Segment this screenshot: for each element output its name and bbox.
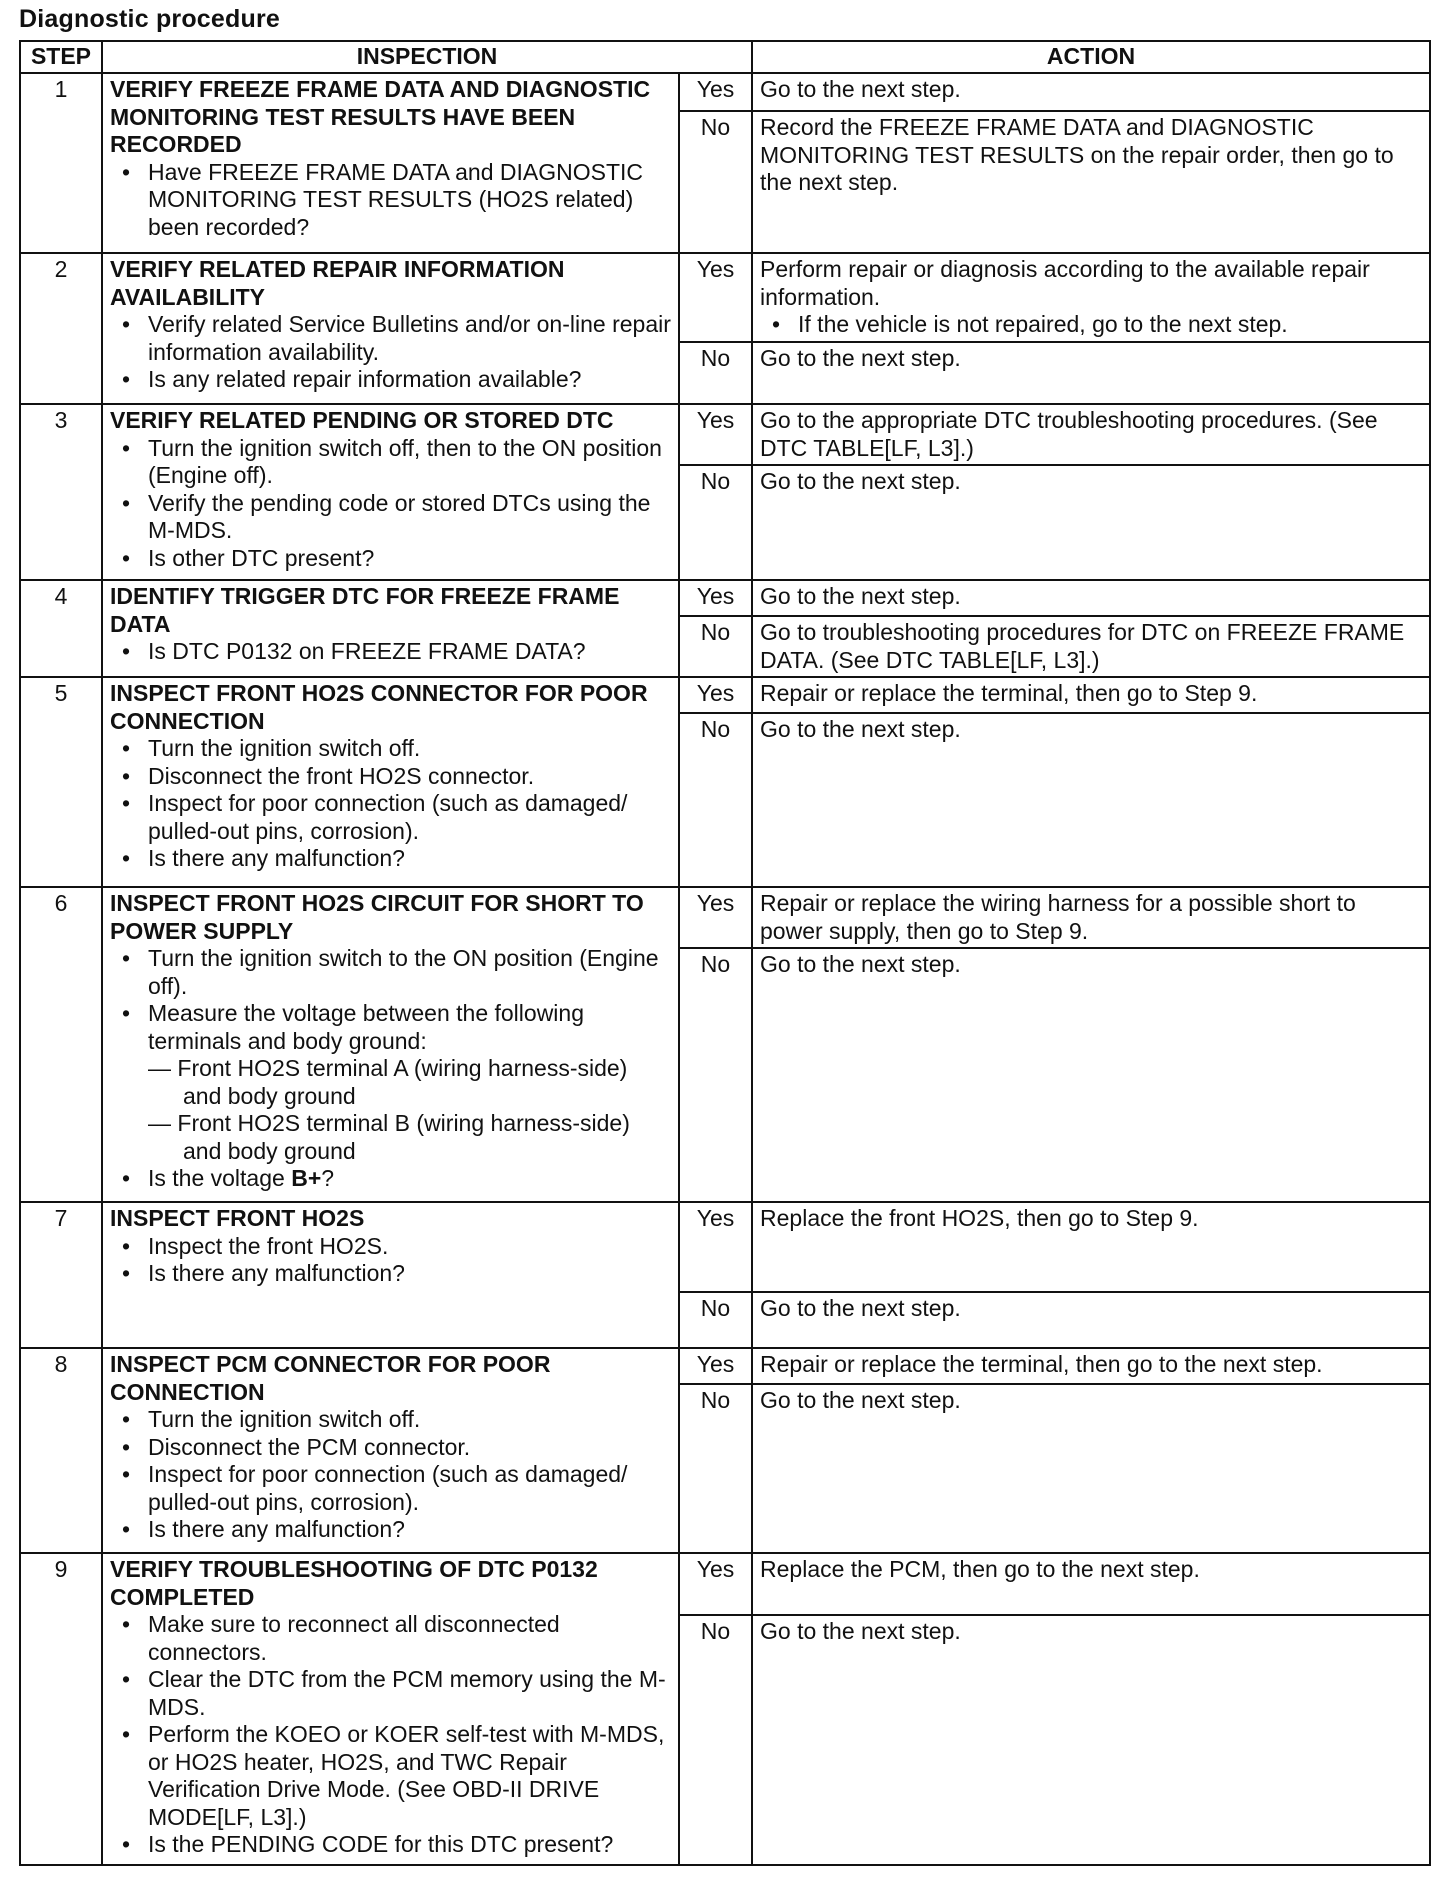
step-heading: INSPECT FRONT HO2S CONNECTOR FOR POOR CONNECTION: [110, 680, 648, 734]
step-number: 9: [20, 1553, 102, 1865]
yes-action-bullet: • If the vehicle is not repaired, go to the next step.: [760, 311, 1422, 339]
yes-label: Yes: [679, 404, 752, 465]
inspection-bullet: • Make sure to reconnect all disconnected connectors.: [110, 1611, 671, 1666]
step-heading: VERIFY RELATED REPAIR INFORMATION AVAILABILITY: [110, 256, 565, 310]
inspection-bullet: • Turn the ignition switch off.: [110, 735, 671, 763]
yes-label: Yes: [679, 887, 752, 948]
no-action: Go to the next step.: [752, 1384, 1430, 1553]
step-number: 5: [20, 677, 102, 887]
yes-label: Yes: [679, 677, 752, 713]
step-inspection: [102, 1348, 679, 1553]
yes-label: Yes: [679, 580, 752, 616]
step-number: 7: [20, 1202, 102, 1348]
no-action: Go to the next step.: [752, 948, 1430, 1202]
yes-label: Yes: [679, 1553, 752, 1615]
step-heading: IDENTIFY TRIGGER DTC FOR FREEZE FRAME DATA: [110, 583, 620, 637]
diagnostic-table: [19, 40, 1431, 1866]
no-action: Go to the next step.: [752, 465, 1430, 580]
inspection-bullet: • Verify related Service Bulletins and/or on-line repair information availability.: [110, 311, 671, 366]
inspection-bullet: • Is DTC P0132 on FREEZE FRAME DATA?: [110, 638, 671, 666]
yes-label: Yes: [679, 253, 752, 342]
inspection-sub-item: — Front HO2S terminal B (wiring harness-side) and body ground: [148, 1110, 630, 1164]
no-action: Go to troubleshooting procedures for DTC on FREEZE FRAME DATA. (See DTC TABLE[LF, L3].): [752, 616, 1430, 677]
yes-action: Repair or replace the terminal, then go to the next step.: [752, 1348, 1430, 1384]
yes-label: Yes: [679, 1202, 752, 1292]
step-number: 6: [20, 887, 102, 1202]
no-label: No: [679, 713, 752, 887]
voltage-value: B+: [291, 1165, 322, 1191]
step-number: 1: [20, 73, 102, 253]
step-inspection: [102, 73, 679, 253]
step-heading: INSPECT PCM CONNECTOR FOR POOR CONNECTION: [110, 1351, 551, 1405]
step-number: 8: [20, 1348, 102, 1553]
bullet-prefix: Is the voltage: [148, 1165, 292, 1191]
header-inspection: INSPECTION: [102, 41, 752, 73]
yes-action: Go to the appropriate DTC troubleshooting procedures. (See DTC TABLE[LF, L3].): [752, 404, 1430, 465]
yes-action-text: Perform repair or diagnosis according to the available repair information.: [760, 256, 1370, 310]
header-step: STEP: [20, 41, 102, 73]
no-action: Go to the next step.: [752, 1615, 1430, 1865]
inspection-bullet: • Is any related repair information available?: [110, 366, 671, 394]
yes-action: Repair or replace the wiring harness for a possible short to power supply, then go to Step 9.: [752, 887, 1430, 948]
no-label: No: [679, 465, 752, 580]
step-inspection: [102, 1553, 679, 1865]
step-7-yes-row: [20, 1202, 1430, 1292]
inspection-bullet: • Verify the pending code or stored DTCs using the M-MDS.: [110, 490, 671, 545]
page-title: Diagnostic procedure: [19, 5, 280, 33]
inspection-bullet: • Perform the KOEO or KOER self-test with M-MDS, or HO2S heater, HO2S, and TWC Repair Verification Drive Mode. (See OBD-II DRIVE MODE[LF, L3].): [110, 1721, 671, 1831]
no-label: No: [679, 111, 752, 253]
no-label: No: [679, 948, 752, 1202]
inspection-bullet: • Inspect for poor connection (such as damaged/ pulled-out pins, corrosion).: [110, 1461, 671, 1516]
yes-label: Yes: [679, 1348, 752, 1384]
no-label: No: [679, 1384, 752, 1553]
inspection-bullet: • Is the PENDING CODE for this DTC present?: [110, 1831, 671, 1859]
step-number: 2: [20, 253, 102, 404]
yes-action: Replace the front HO2S, then go to Step 9.: [752, 1202, 1430, 1292]
inspection-sub-item: — Front HO2S terminal A (wiring harness-side) and body ground: [148, 1055, 628, 1109]
inspection-bullet: • Turn the ignition switch off.: [110, 1406, 671, 1434]
inspection-bullet: • Turn the ignition switch to the ON position (Engine off).: [110, 945, 671, 1000]
step-4-yes-row: [20, 580, 1430, 616]
step-inspection: [102, 253, 679, 404]
table-header-row: [20, 41, 1430, 73]
inspection-bullet: • Is there any malfunction?: [110, 1516, 671, 1544]
step-heading: VERIFY RELATED PENDING OR STORED DTC: [110, 407, 614, 433]
yes-action: Go to the next step.: [752, 73, 1430, 111]
no-label: No: [679, 342, 752, 404]
bullet-suffix: ?: [321, 1165, 335, 1191]
step-number: 4: [20, 580, 102, 677]
inspection-bullet: [110, 1000, 671, 1165]
yes-action: Replace the PCM, then go to the next step.: [752, 1553, 1430, 1615]
no-label: No: [679, 616, 752, 677]
step-heading: INSPECT FRONT HO2S: [110, 1205, 365, 1231]
step-inspection: [102, 404, 679, 580]
step-heading: INSPECT FRONT HO2S CIRCUIT FOR SHORT TO POWER SUPPLY: [110, 890, 644, 944]
yes-action: Go to the next step.: [752, 580, 1430, 616]
inspection-bullet: • Disconnect the PCM connector.: [110, 1434, 671, 1462]
step-inspection: [102, 677, 679, 887]
step-9-yes-row: [20, 1553, 1430, 1615]
no-action: Go to the next step.: [752, 1292, 1430, 1348]
no-label: No: [679, 1292, 752, 1348]
header-action: ACTION: [752, 41, 1430, 73]
inspection-bullet: [110, 1165, 671, 1193]
yes-action: Repair or replace the terminal, then go to Step 9.: [752, 677, 1430, 713]
inspection-bullet: • Is there any malfunction?: [110, 845, 671, 873]
inspection-bullet: • Have FREEZE FRAME DATA and DIAGNOSTIC MONITORING TEST RESULTS (HO2S related) been recorded?: [110, 159, 671, 242]
inspection-bullet: • Inspect the front HO2S.: [110, 1233, 671, 1261]
no-action: Go to the next step.: [752, 342, 1430, 404]
inspection-bullet: • Inspect for poor connection (such as damaged/ pulled-out pins, corrosion).: [110, 790, 671, 845]
step-2-yes-row: [20, 253, 1430, 342]
no-label: No: [679, 1615, 752, 1865]
step-3-yes-row: [20, 404, 1430, 465]
step-6-yes-row: [20, 887, 1430, 948]
step-1-yes-row: [20, 73, 1430, 111]
inspection-bullet-text: Measure the voltage between the following terminals and body ground:: [148, 1000, 585, 1054]
step-inspection: [102, 887, 679, 1202]
inspection-bullet: • Turn the ignition switch off, then to the ON position (Engine off).: [110, 435, 671, 490]
yes-label: Yes: [679, 73, 752, 111]
step-heading: VERIFY FREEZE FRAME DATA AND DIAGNOSTIC MONITORING TEST RESULTS HAVE BEEN RECORDED: [110, 76, 651, 157]
inspection-bullet: • Is there any malfunction?: [110, 1260, 671, 1288]
inspection-bullet: • Clear the DTC from the PCM memory using the M-MDS.: [110, 1666, 671, 1721]
step-number: 3: [20, 404, 102, 580]
no-action: Record the FREEZE FRAME DATA and DIAGNOSTIC MONITORING TEST RESULTS on the repair order, then go to the next step.: [752, 111, 1430, 253]
step-8-yes-row: [20, 1348, 1430, 1384]
step-inspection: [102, 580, 679, 677]
inspection-bullet: • Disconnect the front HO2S connector.: [110, 763, 671, 791]
yes-action: [752, 253, 1430, 342]
inspection-bullet: • Is other DTC present?: [110, 545, 671, 573]
step-heading: VERIFY TROUBLESHOOTING OF DTC P0132 COMPLETED: [110, 1556, 598, 1610]
step-5-yes-row: [20, 677, 1430, 713]
step-inspection: [102, 1202, 679, 1348]
no-action: Go to the next step.: [752, 713, 1430, 887]
